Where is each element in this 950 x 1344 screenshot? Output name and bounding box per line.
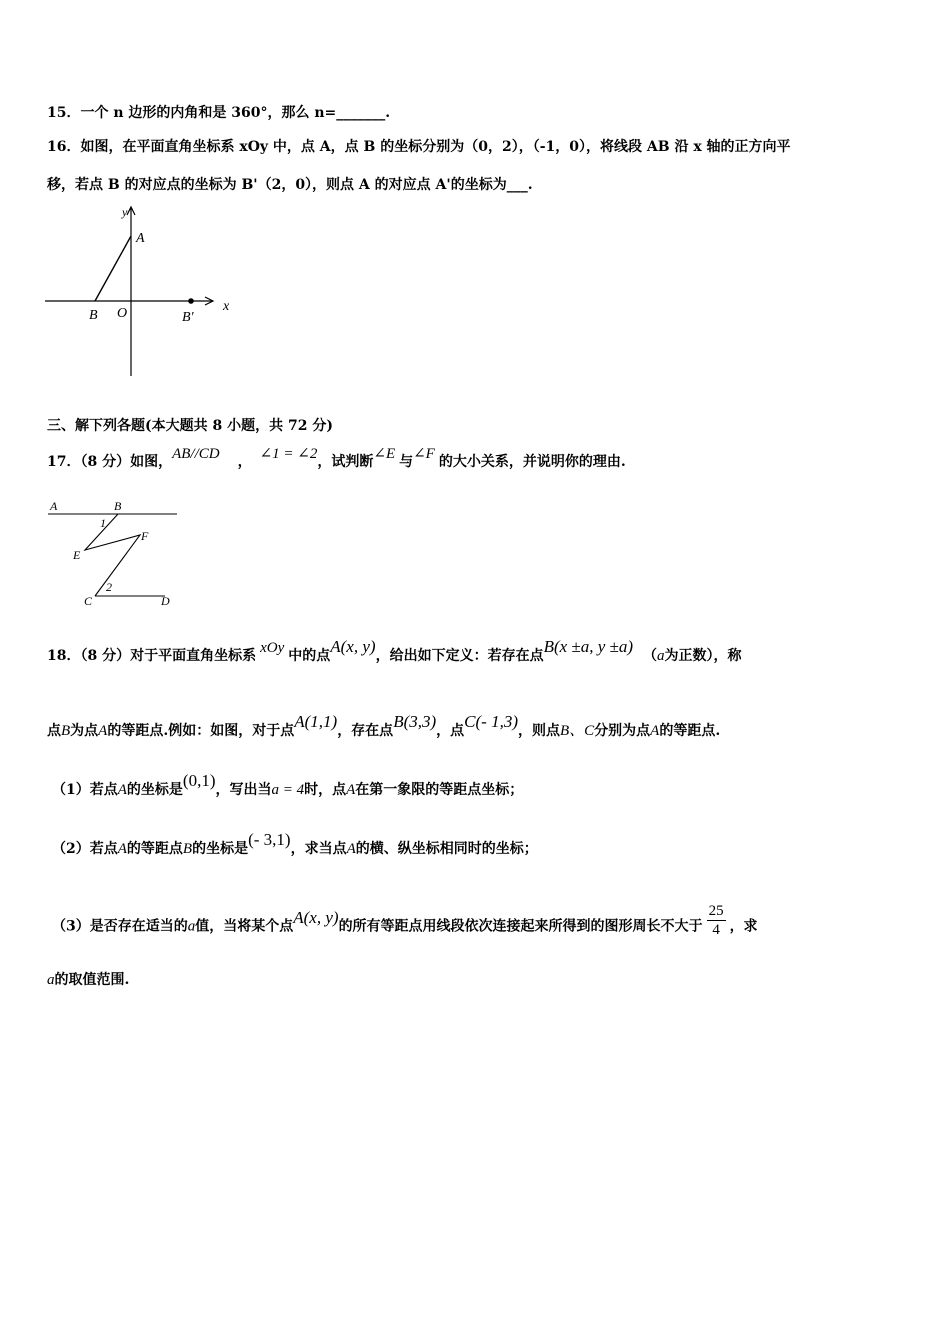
label-c: C [84, 594, 93, 608]
question-17-figure [40, 495, 190, 610]
label-a: A [50, 499, 58, 513]
q18-text: 值，当将某个点 [195, 918, 294, 935]
question-18-part-1 [52, 771, 524, 800]
label-e: E [73, 548, 81, 562]
q18-text: ，求当点 [290, 841, 347, 857]
fraction-denominator: 4 [712, 922, 720, 938]
label-o: O [117, 306, 128, 321]
q18-text: 点 [47, 723, 61, 739]
q18-var-a: a [657, 648, 665, 664]
q17-mid: ，试判断 [317, 454, 374, 470]
q18-text: 为点 [70, 723, 99, 739]
question-17 [47, 446, 626, 472]
q18-text: （2）若点 [52, 841, 118, 857]
q18-var: A [346, 841, 356, 857]
label-a: A [136, 231, 145, 246]
question-18-line-2 [47, 712, 721, 741]
q18-var: B [61, 723, 71, 739]
q18-text: 的横、纵坐标相同时的坐标； [355, 841, 538, 857]
q18-text: 分别为点 [594, 723, 651, 739]
fraction-numerator: 25 [708, 903, 724, 919]
q18-text: 的取值范围. [54, 972, 130, 988]
q18-text: 的坐标是 [192, 841, 249, 857]
label-b: B [89, 308, 98, 323]
q18-fraction [707, 902, 726, 939]
q17-prefix: 17．（8 分）如图， [47, 454, 173, 470]
q18-text: 的等距点.例如：如图，对于点 [107, 723, 295, 739]
label-y: y [122, 205, 128, 219]
segment-ab [95, 236, 131, 301]
q18-text: （3）是否存在适当的 [52, 918, 188, 935]
label-d: D [161, 594, 170, 608]
q18-point: (0,1) [182, 771, 216, 790]
label-x: x [223, 299, 230, 314]
q18-text: （1）若点 [52, 782, 118, 798]
question-16-line-2: 移，若点 B 的对应点的坐标为 B'（2，0），则点 A 的对应点 A'的坐标为___. [47, 177, 533, 193]
q18-text: ，给出如下定义：若存在点 [375, 648, 544, 664]
q18-text: 的等距点 [126, 841, 183, 857]
q18-text: ，点 [436, 723, 465, 739]
q17-suffix: 的大小关系，并说明你的理由. [438, 454, 626, 470]
question-18-part-3-cont [47, 970, 129, 990]
q18-var: a [47, 972, 55, 988]
q18-text: 中的点 [288, 648, 331, 664]
q18-var: A [346, 782, 356, 798]
section-3-title: 三、解下列各题(本大题共 8 小题，共 72 分) [47, 418, 333, 434]
q17-yu: 与 [399, 454, 414, 470]
q17-expr-ab-cd: AB//CD [172, 446, 220, 462]
q18-var: B、C [559, 723, 595, 739]
q17-sep: ， [237, 454, 252, 470]
question-15: 15．一个 n 边形的内角和是 360°，那么 n=_______. [47, 105, 391, 121]
q18-text: 时，点 [304, 782, 347, 798]
q18-text: ，求 [729, 918, 758, 935]
question-16-figure [40, 200, 240, 380]
label-b: B [114, 499, 122, 513]
q17-expr-angles: ∠1 = ∠2 [259, 446, 318, 462]
label-2: 2 [106, 580, 112, 594]
label-f: F [141, 529, 149, 543]
q18-text: 为正数），称 [664, 648, 742, 664]
q18-var: A [650, 723, 660, 739]
q18-xoy: xOy [260, 640, 285, 656]
q18-var: A [117, 782, 127, 798]
q18-text: 的等距点. [659, 723, 721, 739]
q18-point: (- 3,1) [248, 830, 291, 849]
question-16-line-1: 16．如图，在平面直角坐标系 xOy 中，点 A，点 B 的坐标分别为（0，2），（-1，0），将线段 AB 沿 x 轴的正方向平 [47, 139, 791, 155]
q18-var: A [98, 723, 108, 739]
q18-point-b: B(x ±a, y ±a) [543, 637, 634, 656]
label-1: 1 [100, 516, 106, 530]
q18-var: B [182, 841, 193, 857]
q18-example-a: A(1,1) [294, 712, 338, 731]
q18-text: 的坐标是 [126, 782, 183, 798]
question-18-part-2 [52, 830, 538, 859]
q17-angle-e: ∠E [373, 446, 396, 462]
q18-point-a: A(x, y) [330, 637, 376, 656]
question-18-line-1 [47, 637, 742, 666]
q18-text: ，存在点 [337, 723, 394, 739]
point-b-prime [188, 298, 194, 304]
q18-equation: a = 4 [271, 782, 305, 798]
q18-text: ，则点 [517, 723, 560, 739]
q18-example-c: C(- 1,3) [464, 712, 518, 731]
q18-text: 的所有等距点用线段依次连接起来所得到的图形周长不大于 [338, 918, 703, 935]
q18-point: A(x, y) [293, 907, 339, 927]
zigzag-b-e-f-c [85, 514, 140, 596]
question-18-part-3 [52, 903, 758, 945]
q18-var: A [117, 841, 127, 857]
q17-angle-f: ∠F [413, 446, 435, 462]
q18-example-b: B(3,3) [393, 712, 437, 731]
q18-text: 18．（8 分）对于平面直角坐标系 [47, 648, 257, 664]
label-b-prime: B' [182, 310, 194, 325]
q18-text: ，写出当 [215, 782, 272, 798]
q18-var: a [187, 918, 196, 935]
q18-text: 在第一象限的等距点坐标； [355, 782, 524, 798]
q18-text: （ [643, 648, 658, 664]
